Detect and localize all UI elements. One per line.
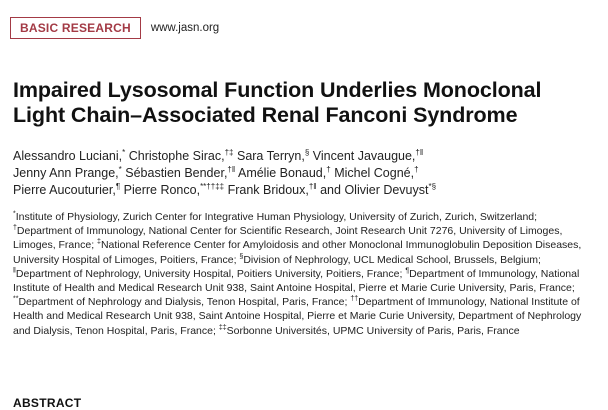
author-affiliation-marks: † — [414, 164, 419, 174]
affiliation: ‡‡Sorbonne Universités, UPMC University of Paris, Paris, France — [218, 324, 520, 337]
affiliation: ‡National Reference Center for Amyloidosis and other Monoclonal Immunoglobulin Deposition Diseases, University Hospital of Limoges, Poitiers, France; — [13, 238, 582, 266]
affiliation: ††Department of Immunology, National Institute of Health and Medical Research Unit 938, Saint Antoine Hospital, Pierre et Marie Curie University, Department of Nephrology and Dialysis, Tenon Hospital, Paris, France; — [13, 295, 582, 337]
affiliation-marker: ‡ — [97, 238, 101, 246]
affiliation-marker: ¶ — [405, 267, 410, 275]
author: Sébastien Bender,†‖ — [125, 164, 236, 180]
affiliation-marker: ‖ — [13, 267, 16, 275]
author-affiliation-marks: **††‡‡ — [200, 181, 225, 191]
author: Pierre Aucouturier,¶ — [13, 181, 121, 197]
affiliation-marker: ‡‡ — [218, 324, 227, 332]
author-affiliation-marks: * — [118, 164, 122, 174]
author-affiliation-marks: † — [326, 164, 331, 174]
article-title: Impaired Lysosomal Function Underlies Monoclonal Light Chain–Associated Renal Fanconi Syndrome — [13, 78, 542, 127]
affiliation: †Department of Immunology, National Center for Scientific Research, Joint Research Unit 7276, University of Limoges, Limoges, France; — [13, 224, 563, 252]
affiliation: **Department of Nephrology and Dialysis, Tenon Hospital, Paris, France; — [13, 295, 351, 309]
author-affiliation-marks: *§ — [428, 181, 437, 191]
article-header — [10, 17, 219, 39]
affiliation: ¶Department of Immunology, National Institute of Health and Medical Research Unit 938, Saint Antoine Hospital, Pierre et Marie Curie University, Paris, France; — [13, 267, 580, 295]
affiliation: §Division of Nephrology, UCL Medical School, Brussels, Belgium; — [239, 253, 541, 266]
affiliation-marker: * — [13, 210, 16, 218]
affiliation-marker: †† — [350, 295, 359, 303]
affiliation-marker: § — [239, 253, 244, 261]
author: Jenny Ann Prange,* — [13, 164, 122, 180]
abstract-heading: ABSTRACT — [13, 396, 82, 410]
author: Michel Cogné,† — [334, 164, 419, 180]
author: Amélie Bonaud,† — [237, 164, 331, 180]
section-badge: BASIC RESEARCH — [10, 17, 141, 39]
author: Pierre Ronco,**††‡‡ — [123, 181, 225, 197]
author-affiliation-marks: †‡ — [224, 147, 234, 157]
author: Alessandro Luciani,* — [13, 147, 126, 163]
author: Vincent Javaugue,†‖ — [312, 147, 424, 163]
author: and Olivier Devuyst*§ — [320, 181, 437, 197]
affiliations — [13, 210, 598, 338]
author: Christophe Sirac,†‡ — [128, 147, 234, 163]
author-affiliation-marks: †‖ — [227, 164, 236, 174]
author: Sara Terryn,§ — [236, 147, 310, 163]
author-affiliation-marks: ¶ — [115, 181, 121, 191]
affiliation: *Institute of Physiology, Zurich Center for Integrative Human Physiology, University of Zurich, Zurich, Switzerland; — [13, 210, 538, 223]
affiliation-marker: † — [13, 224, 17, 232]
affiliation-marker: ** — [13, 295, 19, 303]
author: Frank Bridoux,†‖ — [227, 181, 317, 197]
author-list — [13, 148, 598, 199]
author-affiliation-marks: †‖ — [308, 181, 317, 191]
affiliation: ‖Department of Nephrology, University Hospital, Poitiers University, Poitiers, France; — [13, 267, 406, 280]
author-affiliation-marks: †‖ — [415, 147, 424, 157]
author-affiliation-marks: * — [122, 147, 126, 157]
author-affiliation-marks: § — [304, 147, 310, 157]
journal-url-link[interactable]: www.jasn.org — [150, 22, 220, 34]
